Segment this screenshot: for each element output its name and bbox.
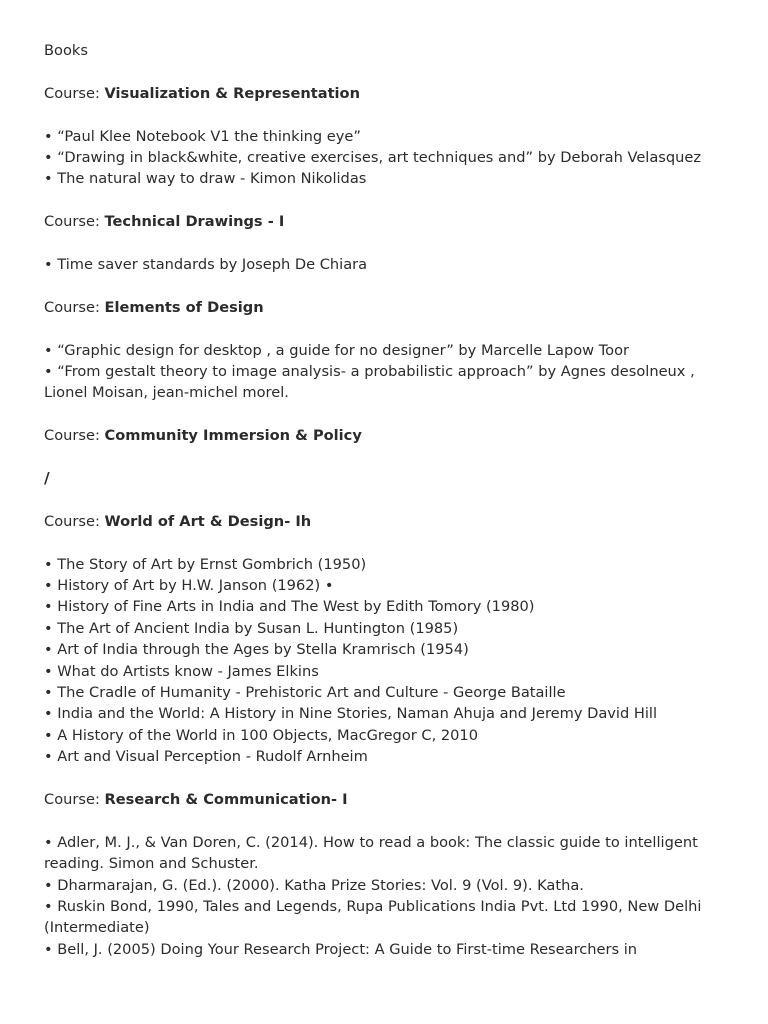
list-item: • The natural way to draw - Kimon Nikolidas <box>44 170 367 188</box>
course-heading <box>44 511 724 532</box>
list-item: • History of Art by H.W. Janson (1962) • <box>44 577 334 594</box>
list-item: • Ruskin Bond, 1990, Tales and Legends, Rupa Publications India Pvt. Ltd 1990, New Delhi (Intermediate) <box>44 898 702 937</box>
book-list <box>44 554 724 768</box>
course-heading <box>44 297 724 318</box>
list-item: • “Graphic design for desktop , a guide for no designer” by Marcelle Lapow Toor <box>44 341 630 359</box>
list-item: • History of Fine Arts in India and The West by Edith Tomory (1980) <box>44 598 535 616</box>
list-item: • Adler, M. J., & Van Doren, C. (2014). How to read a book: The classic guide to intelligent reading. Simon and Schuster. <box>44 833 698 873</box>
book-list <box>44 340 724 404</box>
book-list <box>44 832 724 960</box>
list-item: • Bell, J. (2005) Doing Your Research Project: A Guide to First-time Researchers in <box>44 940 638 958</box>
list-item: • Art and Visual Perception - Rudolf Arnheim <box>44 748 368 766</box>
course-prefix: Course: <box>44 791 105 809</box>
course-name: Research & Communication- I <box>104 791 348 809</box>
course-name: Technical Drawings - I <box>104 213 285 231</box>
list-item: • India and the World: A History in Nine Stories, Naman Ahuja and Jeremy David Hill <box>44 705 658 723</box>
list-item: • The Cradle of Humanity - Prehistoric Art and Culture - George Bataille <box>44 684 566 702</box>
course-prefix: Course: <box>44 512 105 530</box>
course-prefix: Course: <box>44 427 105 445</box>
course-name: Elements of Design <box>104 298 264 316</box>
course-name: Visualization & Representation <box>104 84 360 102</box>
list-item: • “Paul Klee Notebook V1 the thinking eye” <box>44 127 361 145</box>
course-prefix: Course: <box>44 213 105 231</box>
list-item: • The Story of Art by Ernst Gombrich (1950) <box>44 555 367 573</box>
course-name: World of Art & Design- Ih <box>104 512 312 530</box>
course-prefix: Course: <box>44 298 105 316</box>
course-name: Community Immersion & Policy <box>104 427 362 445</box>
course-prefix: Course: <box>44 84 105 102</box>
list-item: • What do Artists know - James Elkins <box>44 662 319 680</box>
book-list <box>44 126 724 190</box>
list-item: • Art of India through the Ages by Stella Kramrisch (1954) <box>44 641 469 659</box>
list-item: • A History of the World in 100 Objects, MacGregor C, 2010 <box>44 726 478 744</box>
course-heading <box>44 211 724 232</box>
slash-mark: / <box>44 469 50 487</box>
list-item: • Dharmarajan, G. (Ed.). (2000). Katha Prize Stories: Vol. 9 (Vol. 9). Katha. <box>44 876 584 894</box>
list-item: • The Art of Ancient India by Susan L. Huntington (1985) <box>44 619 459 637</box>
course-heading <box>44 425 724 446</box>
book-list <box>44 254 724 275</box>
list-item: • “Drawing in black&white, creative exercises, art techniques and” by Deborah Velasquez <box>44 149 702 166</box>
list-item: • Time saver standards by Joseph De Chiara <box>44 256 368 273</box>
list-item: • “From gestalt theory to image analysis- a probabilistic approach” by Agnes desolneux , Lionel Moisan, jean-michel morel. <box>44 363 695 402</box>
page-title: Books <box>44 42 88 59</box>
course-heading <box>44 83 724 104</box>
course-heading <box>44 789 724 810</box>
